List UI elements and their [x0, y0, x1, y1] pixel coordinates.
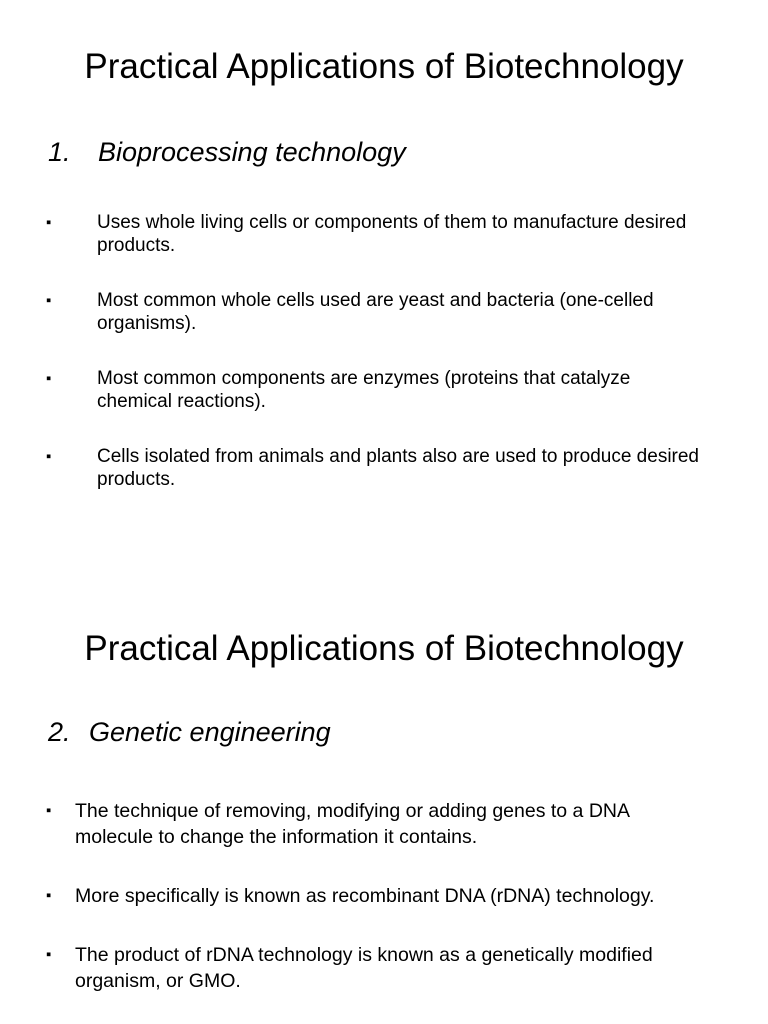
bullet-item — [46, 211, 726, 257]
bullet-marker: ▪ — [46, 370, 52, 387]
bullet-text: Uses whole living cells or components of them to manufacture desired products. — [97, 212, 687, 256]
bullet-item — [46, 942, 746, 994]
bullet-item — [46, 445, 726, 491]
slide-title: Practical Applications of Biotechnology — [84, 629, 684, 668]
bullet-item — [46, 367, 726, 413]
bullet-marker: ▪ — [46, 292, 52, 309]
section-heading-text: Bioprocessing technology — [98, 137, 406, 167]
bullet-marker: ▪ — [46, 214, 52, 231]
section-heading — [48, 137, 406, 168]
section-heading-text: Genetic engineering — [89, 717, 331, 747]
bullet-marker: ▪ — [46, 946, 52, 963]
bullet-text: Most common components are enzymes (proteins that catalyze chemical reactions). — [97, 368, 631, 412]
bullet-text: Most common whole cells used are yeast and bacteria (one-celled organisms). — [97, 290, 654, 334]
bullet-text: The technique of removing, modifying or adding genes to a DNA molecule to change the information it contains. — [75, 800, 629, 848]
section-heading — [48, 717, 331, 748]
bullet-item — [46, 883, 746, 909]
bullet-item — [46, 798, 746, 850]
bullet-marker: ▪ — [46, 448, 52, 465]
bullet-marker: ▪ — [46, 802, 52, 819]
bullet-text: The product of rDNA technology is known as a genetically modified organism, or GMO. — [75, 944, 653, 992]
slide-title: Practical Applications of Biotechnology — [84, 47, 684, 86]
section-number: 2. — [48, 717, 71, 747]
bullet-text: More specifically is known as recombinant DNA (rDNA) technology. — [75, 885, 655, 907]
bullet-text: Cells isolated from animals and plants also are used to produce desired products. — [97, 446, 699, 490]
bullet-marker: ▪ — [46, 887, 52, 904]
section-number: 1. — [48, 137, 71, 167]
bullet-item — [46, 289, 726, 335]
